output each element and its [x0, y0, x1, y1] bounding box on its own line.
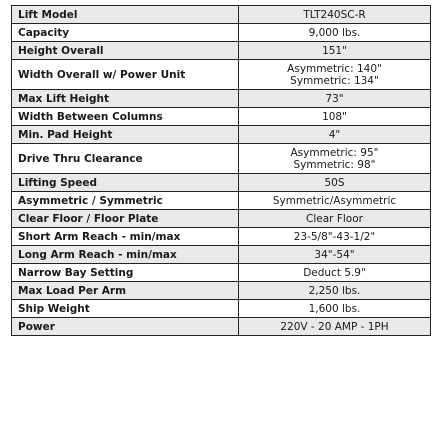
spec-value	[239, 6, 431, 24]
table-row	[12, 282, 431, 300]
spec-value	[239, 228, 431, 246]
spec-label: Lift Model	[12, 6, 239, 24]
spec-value	[239, 192, 431, 210]
spec-label: Width Overall w/ Power Unit	[12, 60, 239, 90]
spec-label: Clear Floor / Floor Plate	[12, 210, 239, 228]
spec-value	[239, 144, 431, 174]
table-row	[12, 264, 431, 282]
spec-label: Power	[12, 318, 239, 336]
spec-label: Ship Weight	[12, 300, 239, 318]
spec-value-line: 73"	[325, 92, 344, 105]
spec-label: Drive Thru Clearance	[12, 144, 239, 174]
spec-value-line: 2,250 lbs.	[308, 284, 361, 297]
spec-value	[239, 210, 431, 228]
spec-value-line: Clear Floor	[306, 212, 363, 225]
spec-value	[239, 246, 431, 264]
spec-value-line: 151"	[322, 44, 347, 57]
spec-value	[239, 42, 431, 60]
spec-label: Lifting Speed	[12, 174, 239, 192]
spec-value-line: 50S	[324, 176, 345, 189]
spec-label: Capacity	[12, 24, 239, 42]
spec-value-line: Asymmetric: 95"	[290, 146, 379, 159]
spec-label: Max Load Per Arm	[12, 282, 239, 300]
spec-table-body	[12, 6, 431, 336]
table-row	[12, 60, 431, 90]
table-row	[12, 90, 431, 108]
table-row	[12, 126, 431, 144]
spec-label: Width Between Columns	[12, 108, 239, 126]
table-row	[12, 144, 431, 174]
table-row	[12, 24, 431, 42]
spec-value	[239, 300, 431, 318]
spec-value-line: TLT240SC-R	[303, 8, 366, 21]
spec-value-line: 108"	[322, 110, 347, 123]
table-row	[12, 174, 431, 192]
spec-value-line: 220V - 20 AMP - 1PH	[280, 320, 389, 333]
spec-value-line: Symmetric/Asymmetric	[272, 194, 397, 207]
spec-value-line: 1,600 lbs.	[308, 302, 361, 315]
spec-label: Max Lift Height	[12, 90, 239, 108]
table-row	[12, 318, 431, 336]
spec-value-line: 34"-54"	[314, 248, 355, 261]
spec-value-line: 4"	[328, 128, 341, 141]
table-row	[12, 6, 431, 24]
spec-value	[239, 60, 431, 90]
table-row	[12, 108, 431, 126]
spec-value-line: Symmetric: 98"	[293, 158, 376, 171]
spec-label: Long Arm Reach - min/max	[12, 246, 239, 264]
spec-label: Short Arm Reach - min/max	[12, 228, 239, 246]
table-row	[12, 192, 431, 210]
spec-table	[11, 5, 431, 336]
spec-value	[239, 108, 431, 126]
table-row	[12, 42, 431, 60]
spec-label: Narrow Bay Setting	[12, 264, 239, 282]
spec-value	[239, 264, 431, 282]
table-row	[12, 228, 431, 246]
spec-value	[239, 24, 431, 42]
spec-value	[239, 318, 431, 336]
spec-value	[239, 174, 431, 192]
spec-value	[239, 90, 431, 108]
spec-label: Min. Pad Height	[12, 126, 239, 144]
spec-label: Height Overall	[12, 42, 239, 60]
spec-label: Asymmetric / Symmetric	[12, 192, 239, 210]
spec-value	[239, 126, 431, 144]
spec-value	[239, 282, 431, 300]
table-row	[12, 246, 431, 264]
spec-value-line: 9,000 lbs.	[308, 26, 361, 39]
table-row	[12, 210, 431, 228]
spec-value-line: Deduct 5.9"	[303, 266, 366, 279]
spec-value-line: Symmetric: 134"	[290, 74, 379, 87]
spec-value-line: Asymmetric: 140"	[287, 62, 382, 75]
table-row	[12, 300, 431, 318]
spec-value-line: 23-5/8"-43-1/2"	[293, 230, 376, 243]
